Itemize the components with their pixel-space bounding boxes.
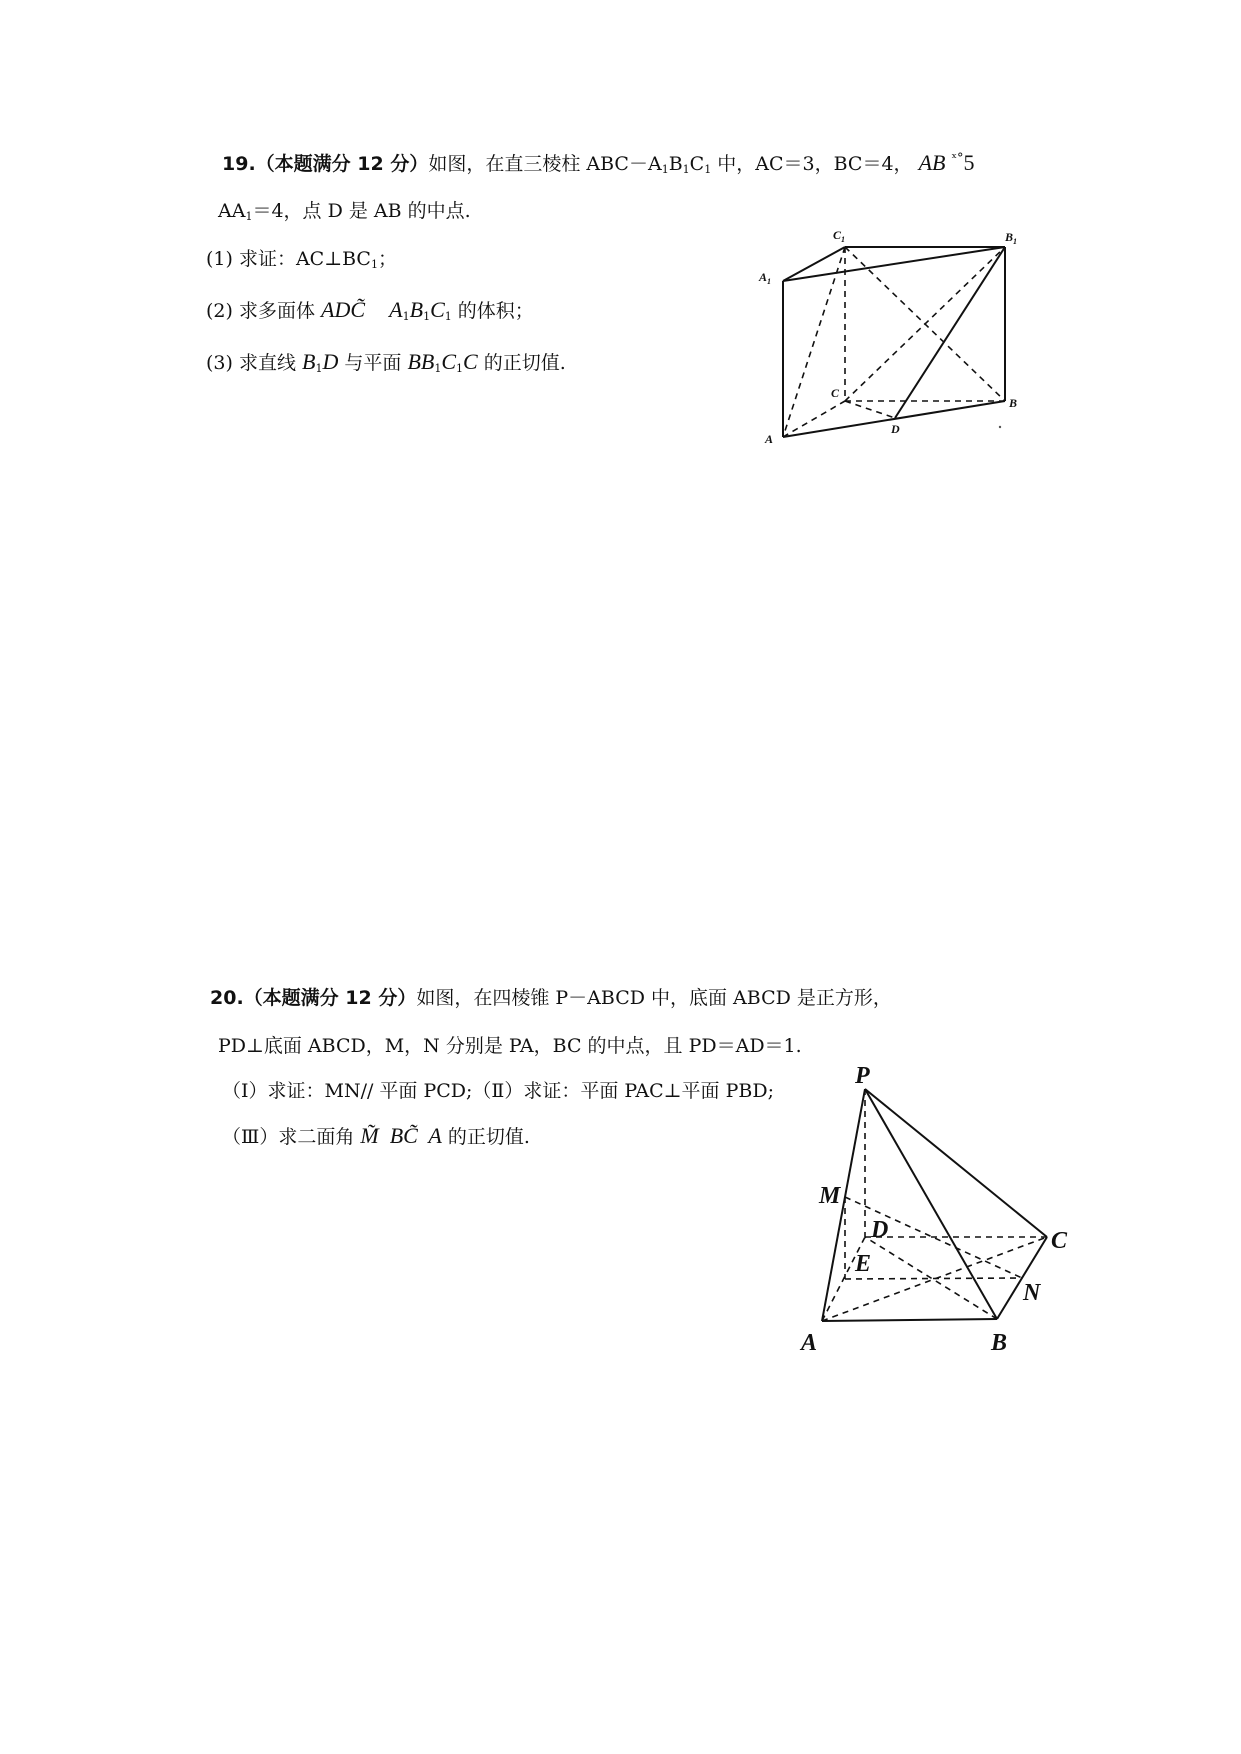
subscript: 1: [434, 362, 442, 375]
edge-pb: [865, 1089, 997, 1319]
label-d: D: [891, 422, 900, 436]
q19-part2-math: ADC̃: [321, 297, 365, 322]
label-n: N: [1023, 1280, 1041, 1306]
label-a1: $A_1$: [759, 270, 772, 286]
label-a: A: [765, 432, 774, 446]
label-p: P: [855, 1065, 870, 1089]
label-c1: $C_1$: [833, 228, 846, 244]
label-b: B: [1009, 396, 1018, 410]
q19-intro-c: C: [689, 153, 705, 175]
q19-part3-g: C: [463, 349, 478, 374]
q19-part3-b: B: [302, 349, 316, 374]
subscript: 1: [682, 163, 690, 176]
q20-number: 20.: [210, 987, 244, 1009]
q19-part1-a: (1) 求证：AC⊥BC: [206, 248, 371, 270]
q20-part3-b: 的正切值.: [441, 1126, 530, 1148]
label-c: C: [1051, 1228, 1068, 1254]
label-c: C: [831, 386, 840, 400]
q19-intro-b: B: [668, 153, 683, 175]
subscript: 1: [456, 362, 464, 375]
subscript: 1: [444, 310, 452, 323]
label-m: M: [819, 1183, 841, 1209]
q19-line2: [218, 198, 471, 230]
q20-part1: [222, 1078, 774, 1104]
q20-intro-line: [210, 985, 892, 1011]
q20-score: （本题满分 12 分）: [243, 987, 417, 1009]
label-b: B: [991, 1330, 1008, 1356]
q19-part3-h: 的正切值.: [477, 352, 566, 374]
q20-part3-a: （Ⅲ）求二面角: [222, 1126, 361, 1148]
subscript: 1: [402, 310, 410, 323]
segment-e-n: [845, 1278, 1022, 1279]
q19-part3-d: 与平面: [338, 352, 408, 374]
q19-line2-b: ＝4，点 D 是 AB 的中点.: [252, 200, 471, 222]
q20-pyramid-figure: [785, 1065, 1085, 1360]
q19-part2-a: (2) 求多面体: [206, 300, 321, 322]
edge-a1-b1: [783, 247, 1005, 281]
q19-prism-figure: [755, 225, 1035, 450]
label-b1: $B_1$: [1005, 230, 1018, 246]
q20-part3-math: M̃ BC̃ A: [360, 1123, 442, 1148]
segment-b1-d: [895, 247, 1005, 418]
label-a: A: [801, 1330, 818, 1356]
edge-pc: [865, 1089, 1047, 1237]
q19-line2-a: AA: [218, 200, 246, 222]
q19-part3: [206, 349, 566, 382]
q19-part2-d: C: [430, 297, 445, 322]
q20-intro: 如图，在四棱锥 P－ABCD 中，底面 ABCD 是正方形，: [416, 987, 892, 1009]
q20-part1-text: （Ⅰ）求证：MN// 平面 PCD;（Ⅱ）求证：平面 PAC⊥平面 PBD;: [222, 1080, 774, 1102]
q19-number: 19.: [222, 153, 256, 175]
q19-part3-f: C: [441, 349, 457, 374]
q19-part2-c: B: [409, 297, 424, 322]
q19-ab-value: 5: [963, 150, 975, 175]
speck-mark: [999, 426, 1001, 428]
subscript: 1: [661, 163, 669, 176]
q20-line2-text: PD⊥底面 ABCD，M，N 分别是 PA，BC 的中点，且 PD＝AD＝1.: [218, 1035, 802, 1057]
q19-part1: [206, 246, 397, 278]
subscript: 1: [245, 210, 253, 223]
q19-score: （本题满分 12 分）: [255, 153, 429, 175]
q20-line2: [218, 1033, 802, 1059]
segment-cd: [845, 401, 895, 418]
subscript: 1: [423, 310, 431, 323]
q19-part3-a: (3) 求直线: [206, 352, 302, 374]
q19-part1-b: ；: [377, 248, 397, 270]
q19-equals-glyph: ˣ°: [951, 151, 964, 166]
q19-intro-d: 中，AC＝3，BC＝4，: [711, 153, 913, 175]
subscript: 1: [315, 362, 323, 375]
label-d: D: [871, 1217, 889, 1243]
edge-ab: [822, 1319, 997, 1321]
subscript: 1: [370, 258, 378, 271]
q19-part2-e: 的体积；: [451, 300, 534, 322]
q19-part2-b: A: [389, 297, 403, 322]
q20-part3: [222, 1123, 530, 1150]
q19-ab-label: AB: [918, 150, 946, 175]
q19-part3-e: BB: [407, 349, 435, 374]
q19-part2: [206, 297, 534, 330]
q19-intro-line: [222, 150, 975, 183]
label-e: E: [855, 1251, 872, 1277]
q19-part3-c: D: [322, 349, 339, 374]
q19-intro-a: 如图，在直三棱柱 ABC－A: [428, 153, 662, 175]
subscript: 1: [704, 163, 712, 176]
